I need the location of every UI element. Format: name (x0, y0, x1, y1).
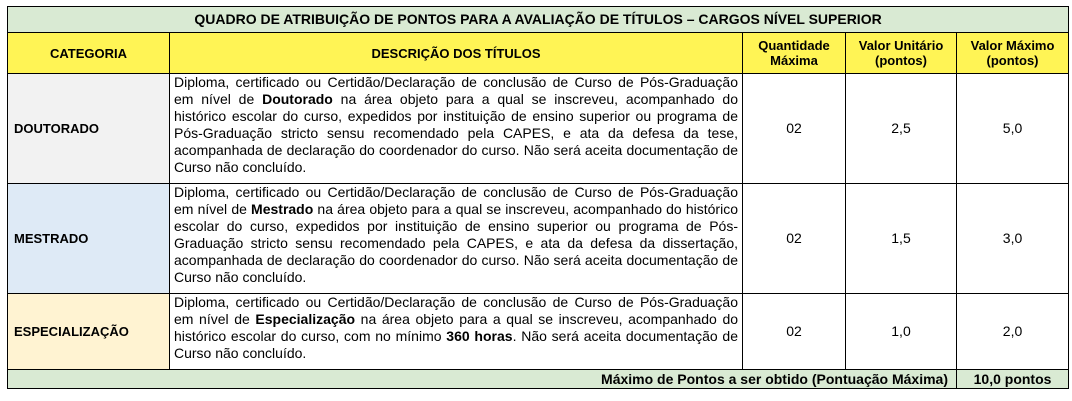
header-valor-maximo-line1: Valor Máximo (970, 38, 1055, 53)
valor-unitario-cell: 2,5 (846, 74, 957, 184)
table-row-especializacao (8, 294, 1069, 370)
table-total-row (8, 370, 1069, 389)
descricao-text: Diploma, certificado ou Certidão/Declaração de conclusão de Curso de Pós-Graduação em nível de (174, 74, 738, 107)
table-header-row (8, 33, 1069, 74)
total-label: Máximo de Pontos a ser obtido (Pontuação Máxima) (8, 370, 957, 389)
header-valor-unitario-line1: Valor Unitário (858, 38, 944, 53)
categoria-cell: ESPECIALIZAÇÃO (8, 294, 170, 370)
descricao-text: na área objeto para a qual se inscreveu, acompanhado do histórico escolar do curso, expedidos por instituição de ensino superior ou programa de Pós-Graduação stricto sensu recomendado pela CAPES, e ata da defesa da tese, acompanhada de declaração do coordenador do curso. Não será aceita documentação de Curso não concluído. (174, 91, 739, 175)
descricao-cell (170, 294, 743, 370)
header-quantidade-line2: Máxima (770, 53, 818, 68)
header-quantidade (743, 33, 846, 74)
descricao-text: na área objeto para a qual se inscreveu, acompanhado do histórico escolar do curso, expedidos por instituição de ensino superior ou programa de Pós-Graduação stricto sensu recomendado pela CAPES, e ata da defesa da dissertação, acompanhada de declaração do coordenador do curso. Não será aceita documentação de Curso não concluído. (174, 201, 738, 285)
descricao-text: Diploma, certificado ou Certidão/Declaração de conclusão de Curso de Pós-Graduação em nível de (174, 184, 738, 217)
categoria-cell: MESTRADO (8, 184, 170, 294)
categoria-cell: DOUTORADO (8, 74, 170, 184)
descricao-bold: Especialização (255, 311, 356, 327)
descricao-bold: Mestrado (251, 201, 314, 217)
titles-table-container (7, 6, 1069, 389)
valor-unitario-cell: 1,5 (846, 184, 957, 294)
valor-maximo-cell: 3,0 (957, 184, 1069, 294)
header-valor-unitario-line2: (pontos) (875, 53, 927, 68)
header-categoria: CATEGORIA (8, 33, 170, 74)
descricao-text: . Não será aceita documentação de Curso não concluído. (174, 328, 739, 361)
quantidade-cell: 02 (743, 74, 846, 184)
header-descricao: DESCRIÇÃO DOS TÍTULOS (170, 33, 743, 74)
total-value: 10,0 pontos (957, 370, 1069, 389)
table-title: QUADRO DE ATRIBUIÇÃO DE PONTOS PARA A AVALIAÇÃO DE TÍTULOS – CARGOS NÍVEL SUPERIOR (8, 7, 1069, 33)
descricao-cell (170, 74, 743, 184)
valor-maximo-cell: 5,0 (957, 74, 1069, 184)
table-row-doutorado (8, 74, 1069, 184)
quantidade-cell: 02 (743, 294, 846, 370)
descricao-cell (170, 184, 743, 294)
quantidade-cell: 02 (743, 184, 846, 294)
header-valor-maximo (957, 33, 1069, 74)
table-row-mestrado (8, 184, 1069, 294)
titles-points-table (7, 6, 1069, 389)
descricao-text: Diploma, certificado ou Certidão/Declaração de conclusão de Curso de Pós-Graduação em nível de (174, 294, 738, 327)
descricao-bold: Doutorado (262, 91, 333, 107)
header-valor-maximo-line2: (pontos) (986, 53, 1039, 68)
descricao-bold-hours: 360 horas (446, 328, 513, 344)
valor-unitario-cell: 1,0 (846, 294, 957, 370)
table-title-row (8, 7, 1069, 33)
header-valor-unitario (846, 33, 957, 74)
valor-maximo-cell: 2,0 (957, 294, 1069, 370)
descricao-text: na área objeto para a qual se inscreveu, acompanhado do histórico escolar do curso, com no mínimo (174, 311, 739, 344)
header-quantidade-line1: Quantidade (758, 38, 830, 53)
